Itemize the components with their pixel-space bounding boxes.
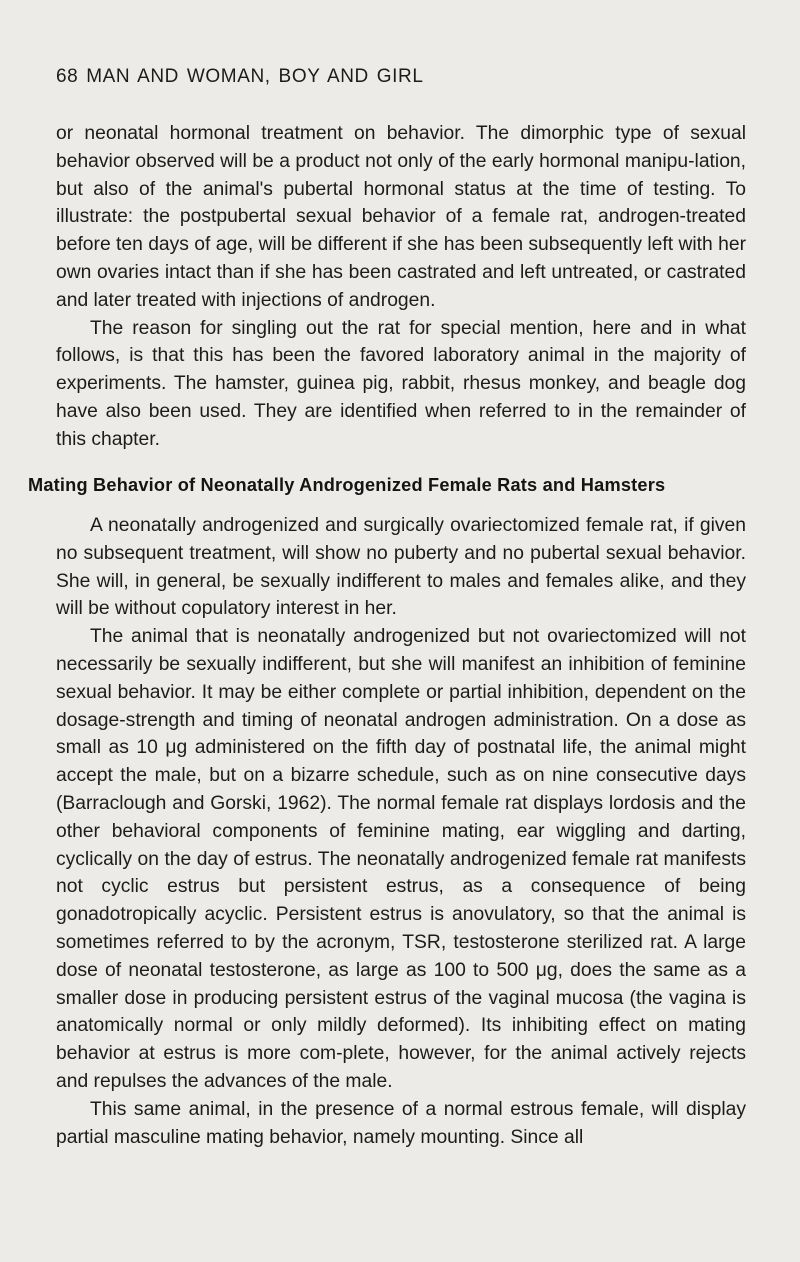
paragraph: The animal that is neonatally androgenized but not ovariectomized will not necessarily be sexually indifferent, but she will manifest an inhibition of feminine sexual behavior. It may be either complete or partial inhibition, dependent on the dosage-strength and timing of neonatal androgen administration. On a dose as small as 10 μg administered on the fifth day of postnatal life, the animal might accept the male, but on a bizarre schedule, such as on nine consecutive days (Barraclough and Gorski, 1962). The normal female rat displays lordosis and the other behavioral components of feminine mating, ear wiggling and darting, cyclically on the day of estrus. The neonatally androgenized female rat manifests not cyclic estrus but persistent estrus, as a consequence of being gonadotropically acyclic. Persistent estrus is anovulatory, so that the animal is sometimes referred to by the acronym, TSR, testosterone sterilized rat. A large dose of neonatal testosterone, as large as 100 to 500 μg, does the same as a smaller dose in producing persistent estrus of the vaginal mucosa (the vagina is anatomically normal or only mildly deformed). Its inhibiting effect on mating behavior at estrus is more com-plete, however, for the animal actively rejects and repulses the advances of the male.	[56, 626, 746, 1092]
paragraph: This same animal, in the presence of a normal estrous female, will display partial masculine mating behavior, namely mounting. Since all	[56, 1098, 746, 1148]
section-text-block	[56, 512, 746, 1151]
paragraph: or neonatal hormonal treatment on behavior. The dimorphic type of sexual behavior observed will be a product not only of the early hormonal manipu-lation, but also of the animal's pubertal hormonal status at the time of testing. To illustrate: the postpubertal sexual behavior of a female rat, androgen-treated before ten days of age, will be different if she has been subsequently left with her own ovaries intact than if she has been castrated and left untreated, or castrated and later treated with injections of androgen.	[56, 123, 746, 311]
intro-text-block	[56, 120, 746, 454]
paragraph: The reason for singling out the rat for special mention, here and in what follows, is that this has been the favored laboratory animal in the majority of experiments. The hamster, guinea pig, rabbit, rhesus monkey, and beagle dog have also been used. They are identified when referred to in the remainder of this chapter.	[56, 317, 746, 450]
running-head: 68 MAN AND WOMAN, BOY AND GIRL	[56, 66, 424, 87]
paragraph: A neonatally androgenized and surgically ovariectomized female rat, if given no subsequent treatment, will show no puberty and no pubertal sexual behavior. She will, in general, be sexually indifferent to males and females alike, and they will be without copulatory interest in her.	[56, 515, 746, 620]
section-heading: Mating Behavior of Neonatally Androgenized Female Rats and Hamsters	[28, 475, 666, 495]
